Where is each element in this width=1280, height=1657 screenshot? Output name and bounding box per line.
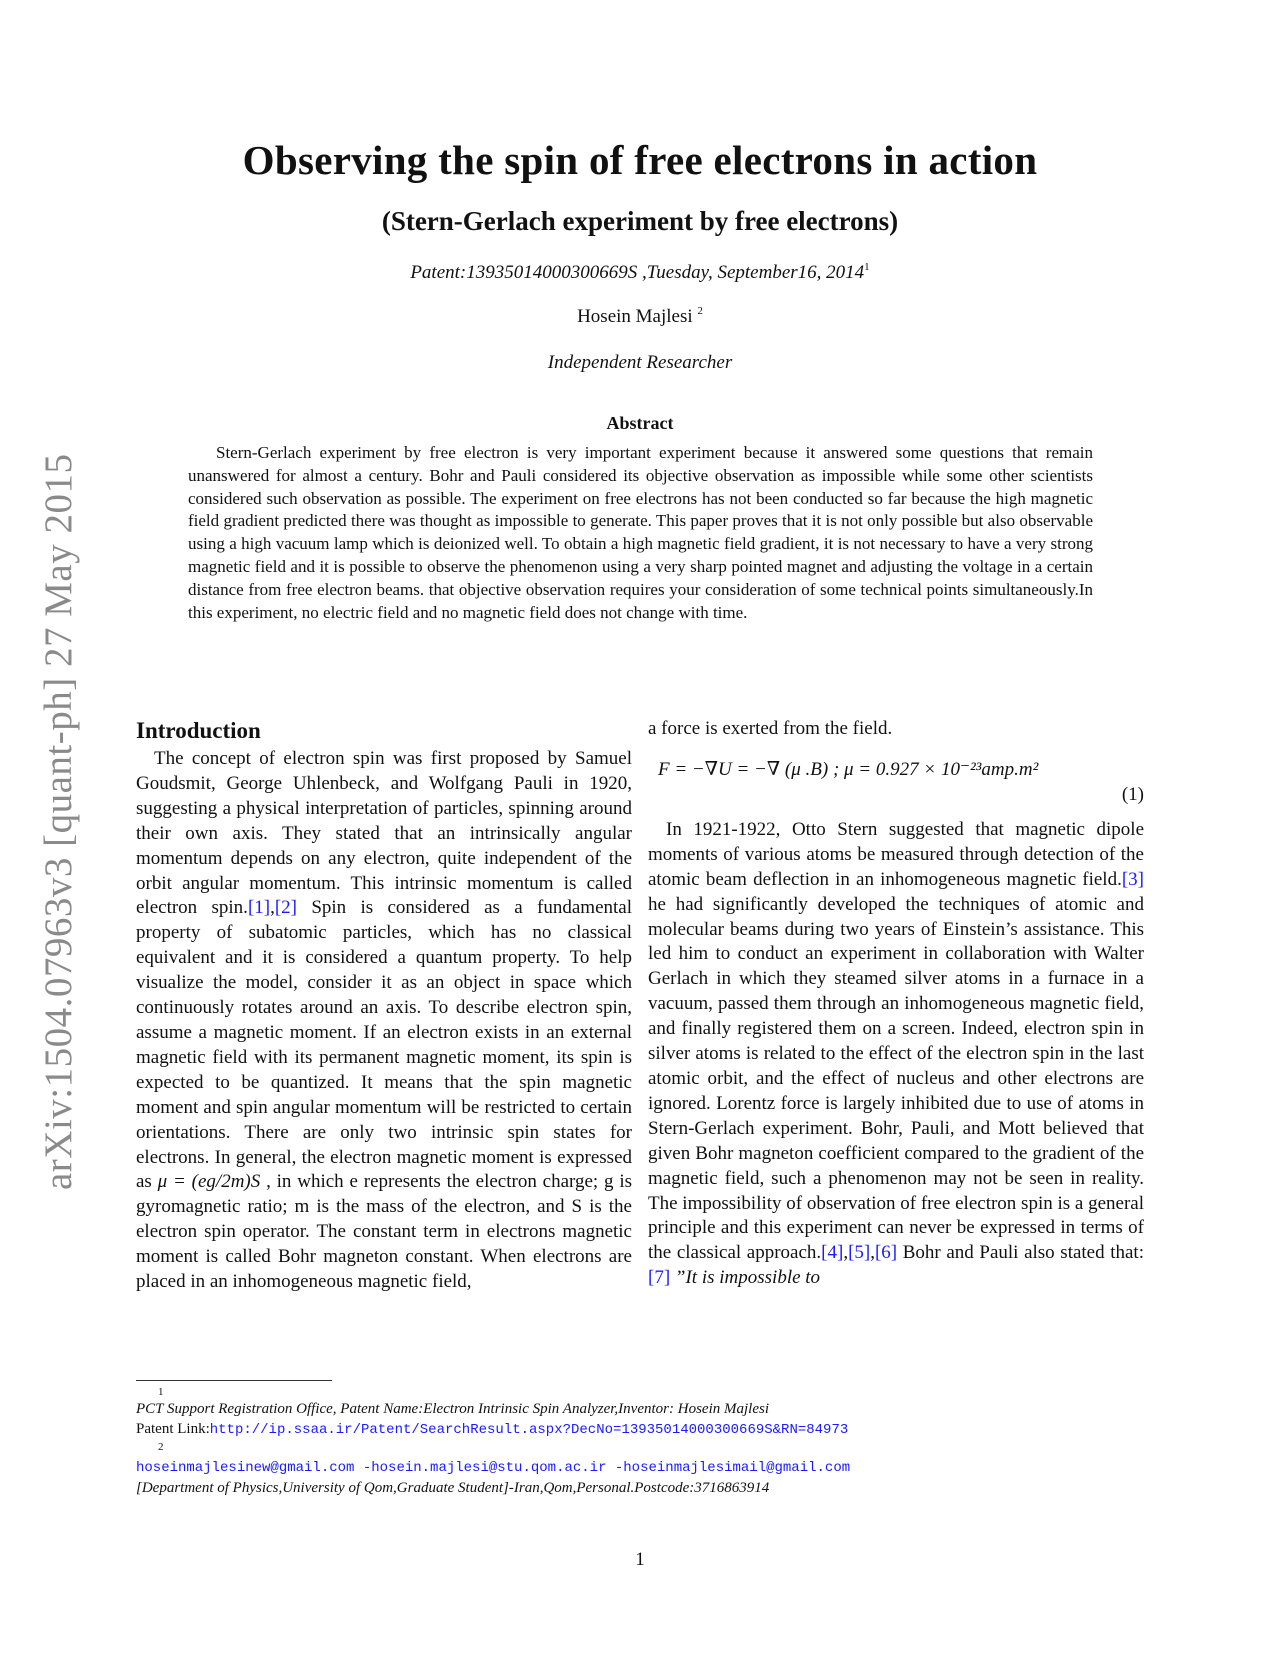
intro-paragraph: [136, 747, 632, 1295]
paper-subtitle: (Stern-Gerlach experiment by free electrons): [381, 206, 899, 236]
affiliation: Independent Researcher: [547, 352, 733, 373]
footnote-2-mark: 2: [158, 1441, 164, 1453]
author: [0, 306, 1280, 328]
footnote-1-text: PCT Support Registration Office, Patent Name:Electron Intrinsic Spin Analyzer,Inventor: Hosein Majlesi: [136, 1401, 769, 1417]
force-sentence: a force is exerted from the field.: [648, 718, 893, 739]
introduction-heading: Introduction: [136, 718, 261, 743]
abstract-heading: Abstract: [606, 413, 674, 433]
footnotes: [136, 1385, 1146, 1498]
page-number: 1: [635, 1549, 645, 1570]
equation-1: [648, 756, 1144, 818]
right-column: [648, 717, 1144, 1291]
footnote-rule: [136, 1380, 332, 1381]
citation-6[interactable]: [6]: [874, 1242, 898, 1264]
footnote-1-mark: 1: [158, 1386, 164, 1398]
footnote-2-text: [Department of Physics,University of Qom,Graduate Student]-Iran,Qom,Personal.Postcode:3716863914: [136, 1480, 770, 1496]
citation-4[interactable]: [4]: [821, 1242, 844, 1264]
author-footnote-mark[interactable]: 2: [697, 305, 703, 317]
citation-1[interactable]: [1]: [247, 897, 271, 919]
citation-3[interactable]: [3]: [1121, 868, 1144, 890]
cite-separator: ,: [270, 897, 275, 919]
cite-separator: ,: [843, 1242, 849, 1264]
intro-text-part2: Spin is considered as a fundamental property of subatomic particles, which has no classical equivalent and it is considered a quantum property. To help visualize the model, consider it as an object in space which continuously rotates around an axis. To describe electron spin, assume a magnetic moment. If an electron exists in an external magnetic field with its permanent magnetic moment, its spin is expected to be quantized. It means that the spin magnetic moment and spin angular momentum will be restricted to certain orientations. There are only two intrinsic spin states for electrons. In general, the electron magnetic moment is expressed as: [136, 897, 632, 1193]
stern-text-part3: Bohr and Pauli also stated that:: [897, 1242, 1144, 1264]
patent-link-label: Patent Link:: [136, 1421, 210, 1437]
author-name: Hosein Majlesi: [577, 306, 693, 327]
citation-5[interactable]: [5]: [848, 1242, 871, 1264]
email-links[interactable]: hoseinmajlesinew@gmail.com -hosein.majlesi@stu.qom.ac.ir -hoseinmajlesimail@gmail.com: [136, 1460, 851, 1476]
cite-separator: ,: [870, 1242, 875, 1264]
equation-number: (1): [1121, 783, 1144, 805]
arxiv-identifier-stamp: arXiv:1504.07963v3 [quant-ph] 27 May 2015: [37, 453, 80, 1190]
patent-line: [0, 262, 1280, 284]
quote-start: ”It is impossible to: [670, 1267, 821, 1289]
intro-text-part1: The concept of electron spin was first proposed by Samuel Goudsmit, George Uhlenbeck, and Wolfgang Pauli in 1920, suggesting a physical interpretation of particles, spinning around their own axis. They stated that an intrinsically angular momentum depends on any electron, quite independent of the orbit angular momentum. This intrinsic momentum is called electron spin.: [136, 748, 632, 919]
stern-paragraph: [648, 818, 1144, 1291]
patent-text: Patent:13935014000300669S ,Tuesday, September16, 2014: [410, 262, 865, 283]
intro-text-part3: , in which e represents the electron charge; g is gyromagnetic ratio; m is the mass of the electron, and S is the electron spin operator. The constant term in electrons magnetic moment is called Bohr magneton constant. When electrons are placed in an inhomogeneous magnetic field,: [136, 1171, 633, 1293]
citation-2[interactable]: [2]: [274, 897, 297, 919]
mu-formula: μ = (eg/2m)S: [157, 1171, 261, 1193]
left-column: [136, 717, 632, 1295]
equation-body: F = −∇U = −∇ (μ .B) ; μ = 0.927 × 10⁻²³amp.m²: [658, 758, 1039, 780]
abstract-text: Stern-Gerlach experiment by free electron is very important experiment because it answered some questions that remain unanswered for almost a century. Bohr and Pauli considered its objective observation as impossible while some other scientists considered such observation as possible. The experiment on free electrons has not been conducted so far because the high magnetic field gradient predicted there was thought as impossible to generate. This paper proves that it is not only possible but also observable using a high vacuum lamp which is deionized well. To obtain a high magnetic field gradient, it is not necessary to have a very strong magnetic field and it is possible to observe the phenomenon using a very sharp pointed magnet and adjusting the voltage in a certain distance from free electron beams. that objective observation requires your consideration of some technical points simultaneously.In this experiment, no electric field and no magnetic field does not change with time.: [188, 443, 1093, 622]
stern-text-part2: he had significantly developed the techniques of atomic and molecular beams during two years of Einstein’s assistance. This led him to conduct an experiment in collaboration with Walter Gerlach in which they steamed silver atoms in a furnace in a vacuum, passed them through an inhomogeneous magnetic field, and finally registered them on a screen. Indeed, electron spin in silver atoms is related to the effect of the electron spin in the last atomic orbit, and the effect of nucleus and other electrons are ignored. Lorentz force is largely inhibited due to use of atoms in Stern-Gerlach experiment. Bohr, Pauli, and Mott believed that given Bohr magneton coefficient compared to the gradient of the magnetic field, such a phenomenon may not be seen in reality. The impossibility of observation of free electron spin is a general principle and this experiment can never be expressed in terms of the classical approach.: [648, 893, 1144, 1264]
patent-link[interactable]: http://ip.ssaa.ir/Patent/SearchResult.aspx?DecNo=13935014000300669S&RN=84973: [209, 1422, 849, 1438]
paper-title: Observing the spin of free electrons in action: [242, 137, 1038, 183]
stern-text-part1: In 1921-1922, Otto Stern suggested that magnetic dipole moments of various atoms be measured through detection of the atomic beam deflection in an inhomogeneous magnetic field.: [648, 818, 1144, 890]
footnote-1-link-line: [136, 1419, 1146, 1440]
patent-footnote-mark[interactable]: 1: [864, 261, 870, 273]
citation-7[interactable]: [7]: [648, 1267, 671, 1289]
